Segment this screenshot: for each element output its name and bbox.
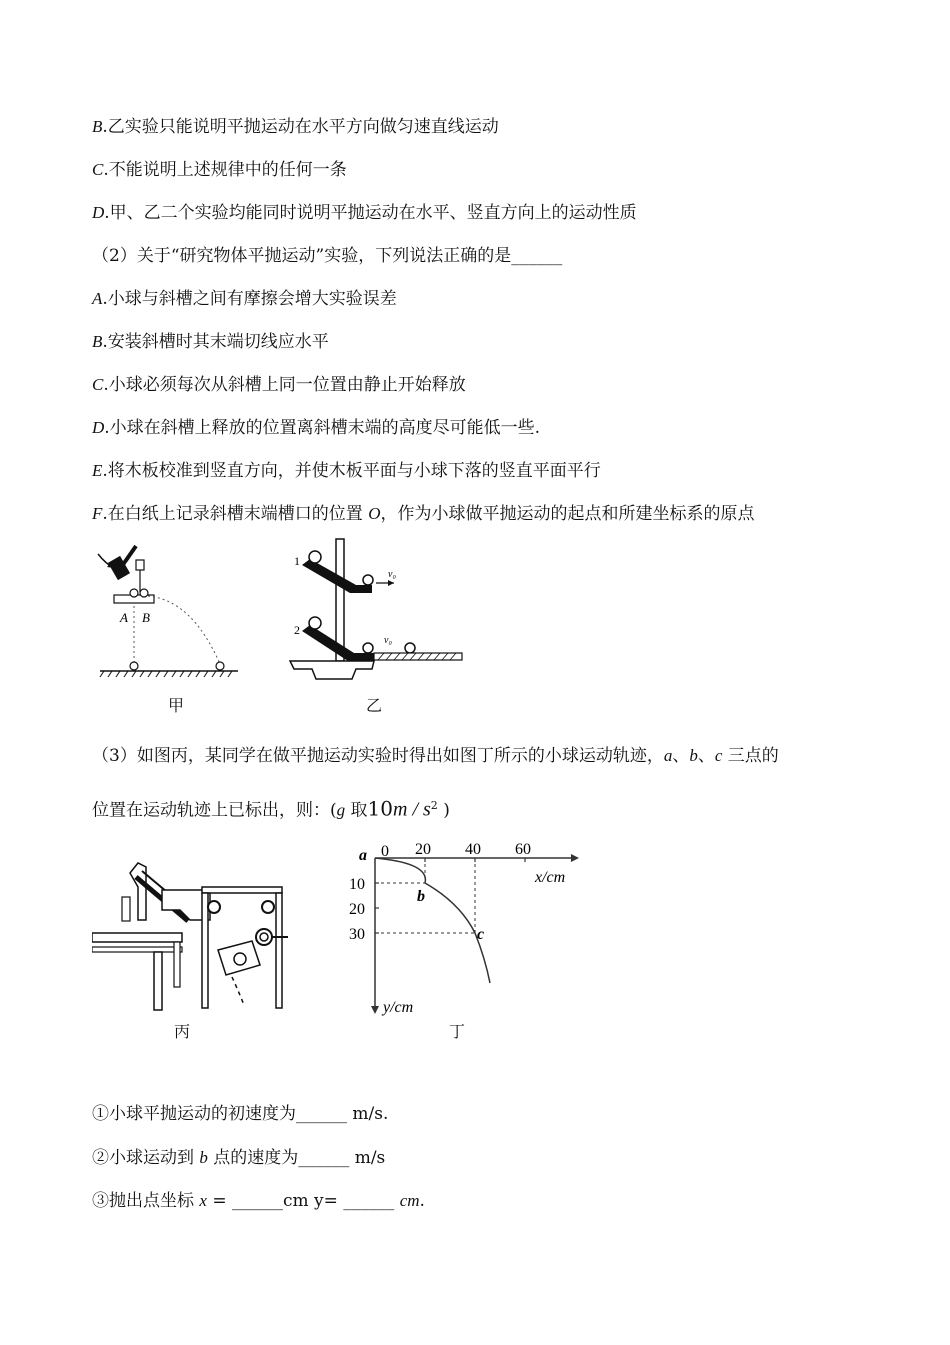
q3-stem-line1: （3）如图丙，某同学在做平抛运动实验时得出如图丁所示的小球运动轨迹，a、b、c 三点的 xyxy=(92,746,779,766)
table-top xyxy=(92,933,182,942)
caption-yi: 乙 xyxy=(366,696,383,715)
figure-bing xyxy=(92,855,302,1015)
caption-jia: 甲 xyxy=(168,696,185,715)
point-label-a: a xyxy=(359,847,367,864)
x-axis-label: x/cm xyxy=(535,869,566,886)
caption-ding: 丁 xyxy=(449,1022,466,1041)
ball-a xyxy=(130,589,138,597)
q2-stem: （2）关于“研究物体平抛运动”实验，下列说法正确的是______ xyxy=(92,246,563,266)
label-a: A xyxy=(120,610,128,625)
label-2: 2 xyxy=(294,623,300,637)
point-label-b: b xyxy=(417,888,425,905)
x-tick-label-60: 60 xyxy=(515,841,531,858)
q2-option-c: C.小球必须每次从斜槽上同一位置由静止开始释放 xyxy=(92,375,466,395)
q2-option-f: F.在白纸上记录斜槽末端槽口的位置 O，作为小球做平抛运动的起点和所建坐标系的原点 xyxy=(92,504,755,524)
y-tick-label-20: 20 xyxy=(349,901,365,918)
q2-option-b: B.安装斜槽时其末端切线应水平 xyxy=(92,332,329,352)
q3-stem-line2: 位置在运动轨迹上已标出，则：(g 取$10m / s^2$ ) xyxy=(92,796,450,821)
x-tick-label-40: 40 xyxy=(465,841,481,858)
q3-sub3: ③抛出点坐标 x = ______cm y= ______ cm. xyxy=(92,1191,425,1211)
origin-label: 0 xyxy=(381,843,389,860)
label-b: B xyxy=(142,610,150,625)
v0-lower: v₀ xyxy=(384,635,392,646)
x-tick-label-20: 20 xyxy=(415,841,431,858)
ball-b xyxy=(140,589,148,597)
q3-sub2: ②小球运动到 b 点的速度为______ m/s xyxy=(92,1148,386,1168)
y-tick-label-10: 10 xyxy=(349,876,365,893)
q2-option-a: A.小球与斜槽之间有摩擦会增大实验误差 xyxy=(92,289,397,309)
q2-option-d: D.小球在斜槽上释放的位置离斜槽末端的高度尽可能低一些. xyxy=(92,418,541,438)
y-axis-label: y/cm xyxy=(383,999,414,1016)
q1-option-d: D.甲、乙二个实验均能同时说明平抛运动在水平、竖直方向上的运动性质 xyxy=(92,203,637,223)
y-tick-label-30: 30 xyxy=(349,926,365,943)
point-label-c: c xyxy=(477,926,485,943)
v0-upper: v₀ xyxy=(388,569,396,580)
q1-option-c: C.不能说明上述规律中的任何一条 xyxy=(92,160,347,180)
stand-base xyxy=(290,661,374,679)
figure-ding-chart xyxy=(345,838,590,1018)
figure-jia xyxy=(92,540,242,690)
q1-option-b: B.乙实验只能说明平抛运动在水平方向做匀速直线运动 xyxy=(92,117,499,137)
hammer-icon xyxy=(108,546,136,580)
label-1: 1 xyxy=(294,554,300,568)
figure-yi xyxy=(282,535,467,685)
caption-bing: 丙 xyxy=(174,1022,191,1041)
q3-sub1: ①小球平抛运动的初速度为______ m/s. xyxy=(92,1104,389,1124)
q2-option-e: E.将木板校准到竖直方向，并使木板平面与小球下落的竖直平面平行 xyxy=(92,461,601,481)
parabola-path xyxy=(148,596,220,664)
